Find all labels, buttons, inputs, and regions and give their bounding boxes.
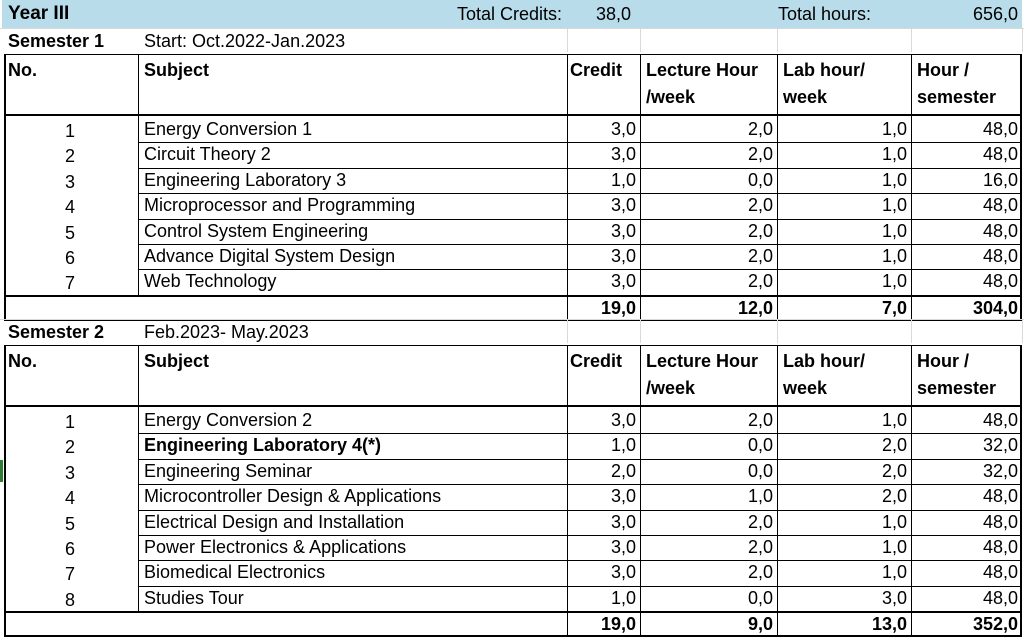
semester-period: Feb.2023- May.2023 xyxy=(144,322,309,342)
lecture-hours: 0,0 xyxy=(747,435,773,456)
row-divider xyxy=(138,269,1022,270)
lecture-hours: 2,0 xyxy=(747,220,773,241)
column-divider xyxy=(567,54,568,319)
header-lecture: Lecture Hour xyxy=(646,60,759,80)
gridline xyxy=(0,28,1024,29)
header-credit: Credit xyxy=(570,351,623,371)
semester-hours: 32,0 xyxy=(982,460,1018,481)
lecture-hours: 0,0 xyxy=(747,169,773,190)
table-border xyxy=(4,405,1022,407)
total-lecture: 12,0 xyxy=(737,297,773,318)
row-divider xyxy=(138,433,1022,434)
lecture-hours: 2,0 xyxy=(747,511,773,532)
row-selection-marker xyxy=(0,460,3,482)
semester-hours: 48,0 xyxy=(982,271,1018,292)
total-credits-value: 38,0 xyxy=(596,4,632,24)
credit-value: 3,0 xyxy=(610,119,636,139)
row-divider xyxy=(138,535,1022,536)
header-lab: week xyxy=(783,87,828,107)
gridline xyxy=(1022,28,1023,52)
table-border xyxy=(4,295,1022,297)
credit-value: 1,0 xyxy=(610,435,636,456)
subject-name: Studies Tour xyxy=(144,587,244,608)
column-divider xyxy=(911,54,912,319)
column-divider xyxy=(640,345,641,635)
total-credit: 19,0 xyxy=(600,614,636,635)
header-credit: Credit xyxy=(570,60,623,80)
lab-hours: 1,0 xyxy=(881,195,907,216)
row-number: 4 xyxy=(64,488,75,509)
table-border xyxy=(4,345,1022,346)
subject-name: Energy Conversion 2 xyxy=(144,410,313,430)
semester-hours: 48,0 xyxy=(982,119,1018,139)
table-border xyxy=(4,345,6,637)
credit-value: 3,0 xyxy=(610,246,636,266)
gridline xyxy=(640,319,641,343)
total-credit: 19,0 xyxy=(600,297,636,318)
credit-value: 3,0 xyxy=(610,486,636,507)
lecture-hours: 2,0 xyxy=(747,537,773,557)
lab-hours: 1,0 xyxy=(881,119,907,139)
lecture-hours: 2,0 xyxy=(747,119,773,139)
row-number: 7 xyxy=(64,564,75,585)
lecture-hours: 0,0 xyxy=(747,460,773,481)
row-number: 6 xyxy=(64,539,75,559)
gridline xyxy=(567,28,568,52)
row-number: 8 xyxy=(64,589,75,610)
header-lecture: Lecture Hour xyxy=(646,351,759,371)
lecture-hours: 2,0 xyxy=(747,144,773,165)
row-number: 2 xyxy=(64,146,75,167)
semester-hours: 16,0 xyxy=(982,169,1018,190)
subject-name: Microprocessor and Programming xyxy=(144,195,416,216)
credit-value: 3,0 xyxy=(610,511,636,532)
semester-hours: 48,0 xyxy=(982,144,1018,165)
row-divider xyxy=(138,193,1022,194)
lab-hours: 1,0 xyxy=(881,271,907,292)
gridline xyxy=(0,319,1024,320)
semester-hours: 48,0 xyxy=(982,410,1018,430)
header-hour: Hour / xyxy=(917,60,969,80)
header-hour: semester xyxy=(917,378,997,398)
lecture-hours: 0,0 xyxy=(747,587,773,608)
header-hour: Hour / xyxy=(917,351,969,371)
row-number: 1 xyxy=(64,121,75,141)
header-lab: Lab hour/ xyxy=(783,351,865,371)
total-lab: 7,0 xyxy=(881,297,907,318)
row-divider xyxy=(138,586,1022,587)
table-border xyxy=(1020,54,1022,321)
header-subject: Subject xyxy=(144,60,210,80)
table-border xyxy=(4,114,1022,116)
total-lecture: 9,0 xyxy=(747,614,773,635)
subject-name: Engineering Laboratory 3 xyxy=(144,169,347,190)
semester-label: Semester 1 xyxy=(8,31,105,51)
subject-name: Engineering Seminar xyxy=(144,460,313,481)
header-lecture: /week xyxy=(646,378,696,398)
subject-name: Web Technology xyxy=(144,271,277,292)
gridline xyxy=(640,28,641,52)
column-divider xyxy=(138,54,139,295)
subject-name: Control System Engineering xyxy=(144,220,369,241)
gridline xyxy=(777,28,778,52)
gridline xyxy=(911,28,912,52)
credit-value: 3,0 xyxy=(610,195,636,216)
subject-name: Biomedical Electronics xyxy=(144,562,326,583)
semester-hours: 48,0 xyxy=(982,195,1018,216)
lecture-hours: 2,0 xyxy=(747,410,773,430)
lab-hours: 1,0 xyxy=(881,169,907,190)
subject-name: Circuit Theory 2 xyxy=(144,144,271,165)
table-border xyxy=(4,54,1022,55)
lab-hours: 1,0 xyxy=(881,246,907,266)
credit-value: 3,0 xyxy=(610,220,636,241)
table-border xyxy=(1020,345,1022,637)
total-hours-value: 656,0 xyxy=(972,4,1018,24)
total-credits-label: Total Credits: xyxy=(456,4,562,24)
subject-name: Engineering Laboratory 4(*) xyxy=(144,435,382,456)
row-number: 7 xyxy=(64,273,75,294)
lecture-hours: 2,0 xyxy=(747,246,773,266)
row-divider xyxy=(138,510,1022,511)
row-number: 1 xyxy=(64,412,75,432)
subject-name: Microcontroller Design & Applications xyxy=(144,486,442,507)
header-subject: Subject xyxy=(144,351,210,371)
lab-hours: 2,0 xyxy=(881,486,907,507)
header-hour: semester xyxy=(917,87,997,107)
lab-hours: 1,0 xyxy=(881,144,907,165)
subject-name: Energy Conversion 1 xyxy=(144,119,313,139)
table-border xyxy=(4,54,6,321)
header-lab: Lab hour/ xyxy=(783,60,865,80)
credit-value: 3,0 xyxy=(610,410,636,430)
credit-value: 3,0 xyxy=(610,271,636,292)
lab-hours: 2,0 xyxy=(881,460,907,481)
subject-name: Electrical Design and Installation xyxy=(144,511,405,532)
credit-value: 1,0 xyxy=(610,587,636,608)
gridline xyxy=(1022,319,1023,343)
column-divider xyxy=(911,345,912,635)
subject-name: Advance Digital System Design xyxy=(144,246,396,266)
header-lab: week xyxy=(783,378,828,398)
row-number: 3 xyxy=(64,462,75,483)
lecture-hours: 2,0 xyxy=(747,195,773,216)
column-divider xyxy=(640,54,641,319)
row-divider xyxy=(138,484,1022,485)
row-number: 5 xyxy=(64,513,75,534)
semester-hours: 32,0 xyxy=(982,435,1018,456)
row-number: 3 xyxy=(64,171,75,192)
semester-hours: 48,0 xyxy=(982,537,1018,557)
semester-hours: 48,0 xyxy=(982,220,1018,241)
row-divider xyxy=(138,244,1022,245)
semester-period: Start: Oct.2022-Jan.2023 xyxy=(144,31,346,51)
column-divider xyxy=(777,54,778,319)
header-no: No. xyxy=(8,60,37,80)
row-divider xyxy=(138,219,1022,220)
row-number: 2 xyxy=(64,437,75,458)
credit-value: 2,0 xyxy=(610,460,636,481)
gridline xyxy=(567,319,568,343)
row-number: 5 xyxy=(64,222,75,243)
semester-hours: 48,0 xyxy=(982,511,1018,532)
column-divider xyxy=(567,345,568,635)
header-no: No. xyxy=(8,351,37,371)
lab-hours: 1,0 xyxy=(881,220,907,241)
lab-hours: 1,0 xyxy=(881,562,907,583)
total-lab: 13,0 xyxy=(871,614,907,635)
semester-hours: 48,0 xyxy=(982,562,1018,583)
row-divider xyxy=(138,142,1022,143)
semester-hours: 48,0 xyxy=(982,587,1018,608)
row-divider xyxy=(138,459,1022,460)
credit-value: 1,0 xyxy=(610,169,636,190)
table-border xyxy=(4,611,1022,613)
gridline xyxy=(777,319,778,343)
credit-value: 3,0 xyxy=(610,537,636,557)
semester-hours: 48,0 xyxy=(982,486,1018,507)
total-hours: 352,0 xyxy=(972,614,1018,635)
lab-hours: 1,0 xyxy=(881,410,907,430)
total-hours-label: Total hours: xyxy=(778,4,872,24)
lab-hours: 1,0 xyxy=(881,511,907,532)
lab-hours: 3,0 xyxy=(881,587,907,608)
lab-hours: 1,0 xyxy=(881,537,907,557)
year-title: Year III xyxy=(8,4,70,24)
row-number: 6 xyxy=(64,248,75,268)
header-lecture: /week xyxy=(646,87,696,107)
row-number: 4 xyxy=(64,197,75,218)
column-divider xyxy=(777,345,778,635)
credit-value: 3,0 xyxy=(610,562,636,583)
subject-name: Power Electronics & Applications xyxy=(144,537,407,557)
row-divider xyxy=(138,560,1022,561)
credit-value: 3,0 xyxy=(610,144,636,165)
lecture-hours: 1,0 xyxy=(747,486,773,507)
lecture-hours: 2,0 xyxy=(747,271,773,292)
semester-hours: 48,0 xyxy=(982,246,1018,266)
gridline xyxy=(911,319,912,343)
row-divider xyxy=(138,168,1022,169)
total-hours: 304,0 xyxy=(972,297,1018,318)
lab-hours: 2,0 xyxy=(881,435,907,456)
lecture-hours: 2,0 xyxy=(747,562,773,583)
column-divider xyxy=(138,345,139,611)
semester-label: Semester 2 xyxy=(8,322,105,342)
